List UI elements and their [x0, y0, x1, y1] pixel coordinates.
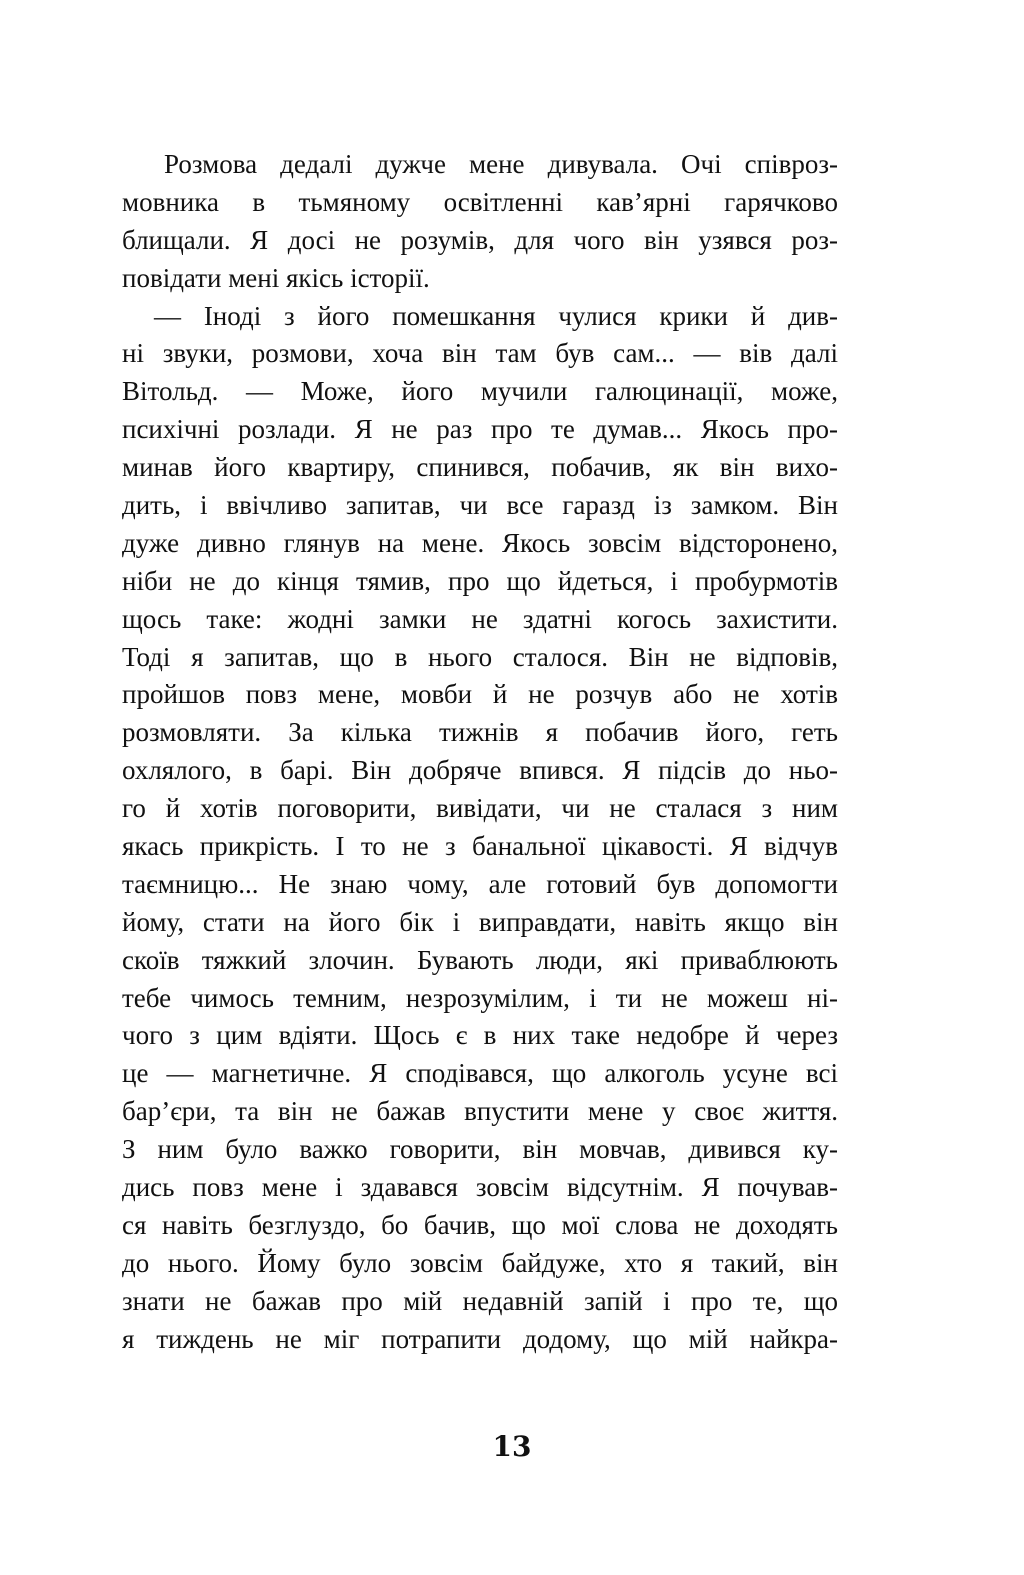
text-line: дить, і ввічливо запитав, чи все гаразд із замком. Він — [122, 490, 838, 521]
text-line: йому, стати на його бік і виправдати, навіть якщо він — [122, 906, 838, 937]
text-line: дись повз мене і здавався зовсім відсутнім. Я почував- — [122, 1172, 838, 1203]
text-line: пройшов повз мене, мовби й не розчув або не хотів — [122, 679, 838, 710]
body-text — [122, 146, 838, 1359]
text-line: ніби не до кінця тямив, про що йдеться, і пробурмотів — [122, 565, 838, 596]
text-line: якась прикрість. І то не з банальної цікавості. Я відчув — [122, 831, 838, 862]
text-line: тебе чимось темним, незрозумілим, і ти не можеш ні- — [122, 982, 838, 1013]
text-line: го й хотів поговорити, вивідати, чи не сталася з ним — [122, 793, 838, 824]
text-line: це — магнетичне. Я сподівався, що алкоголь усуне всі — [122, 1058, 838, 1089]
text-line: психічні розлади. Я не раз про те думав... Якось про- — [122, 414, 838, 445]
text-line: знати не бажав про мій недавній запій і про те, що — [122, 1285, 838, 1316]
text-line: до нього. Йому було зовсім байдуже, хто я такий, він — [122, 1247, 838, 1278]
text-line: З ним було важко говорити, він мовчав, дивився ку- — [122, 1134, 838, 1165]
text-line: минав його квартиру, спинився, побачив, як він вихо- — [122, 452, 838, 483]
text-line: дуже дивно глянув на мене. Якось зовсім відсторонено, — [122, 527, 838, 558]
text-line: я тиждень не міг потрапити додому, що мій найкра- — [122, 1323, 838, 1354]
text-line: — Іноді з його помешкання чулися крики й див- — [154, 300, 838, 331]
text-line: блищали. Я досі не розумів, для чого він узявся роз- — [122, 224, 838, 255]
text-line: таємницю... Не знаю чому, але готовий був допомогти — [122, 868, 838, 899]
text-line: охлялого, в барі. Він добряче впився. Я підсів до ньо- — [122, 755, 838, 786]
text-line: розмовляти. За кілька тижнів я побачив його, геть — [122, 717, 838, 748]
text-line: Тоді я запитав, що в нього сталося. Він не відповів, — [122, 641, 838, 672]
page-number: 13 — [492, 1430, 532, 1463]
text-line: чого з цим вдіяти. Щось є в них таке недобре й через — [122, 1020, 838, 1051]
text-line: бар’єри, та він не бажав впустити мене у своє життя. — [122, 1096, 838, 1127]
text-line: Вітольд. — Може, його мучили галюцинації, може, — [122, 376, 838, 407]
text-line: повідати мені якісь історії. — [122, 262, 430, 293]
text-line: щось таке: жодні замки не здатні когось захистити. — [122, 603, 838, 634]
text-line: Розмова дедалі дужче мене дивувала. Очі співроз- — [164, 149, 838, 179]
text-line: ся навіть безглуздо, бо бачив, що мої слова не доходять — [122, 1209, 838, 1240]
text-line: мовника в тьмяному освітленні кав’ярні гарячково — [122, 186, 838, 217]
text-line: ні звуки, розмови, хоча він там був сам... — вів далі — [122, 338, 838, 369]
text-line: скоїв тяжкий злочин. Бувають люди, які приваблюють — [122, 944, 838, 975]
